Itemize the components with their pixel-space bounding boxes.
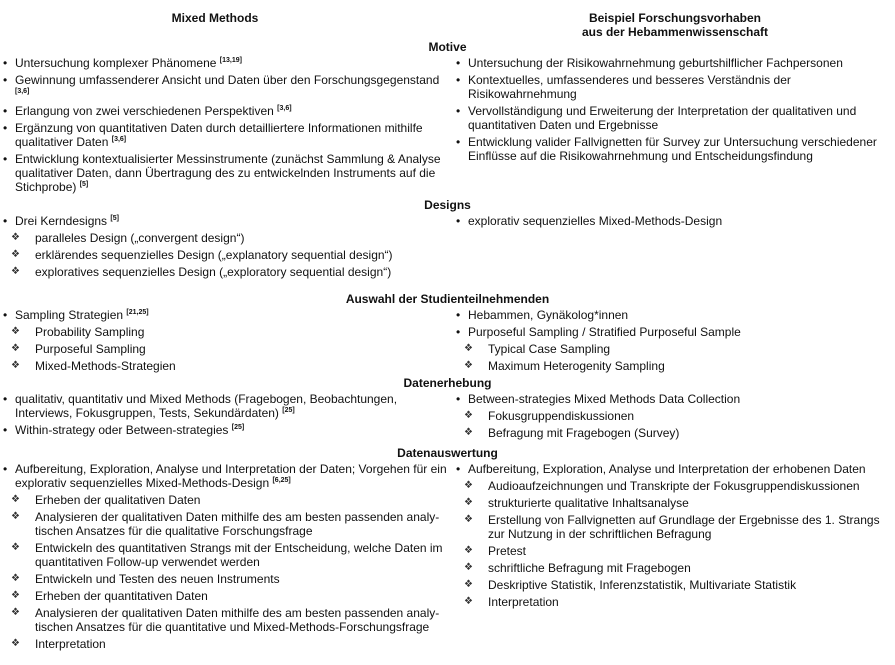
diamond-bullet-icon: ❖ [464,480,473,491]
diamond-bullet-icon: ❖ [11,249,20,260]
sub-list-item: ❖ Interpretation [11,637,106,651]
motive-left-list [2,56,447,197]
bullet-icon: • [3,214,8,228]
list-item: • explorativ sequenzielles Mixed-Methods-Design [456,214,723,228]
sub-list-item: ❖ Audioaufzeichnungen und Transkripte der Fokusgruppendiskussionen [464,479,860,493]
diamond-bullet-icon: ❖ [11,607,20,618]
sub-list-item: ❖ exploratives sequenzielles Design („exploratory sequential design“) [11,265,392,279]
diamond-bullet-icon: ❖ [11,266,20,277]
section-title-designs: Designs [424,198,471,212]
sub-list-item: ❖ Deskriptive Statistik, Inferenzstatistik, Multivariate Statistik [464,578,797,592]
list-item: • Entwicklung valider Fallvignetten für Survey zur Untersuchung verschiedener Einflüsse auf die Risikowahrnehmung und Entscheidungsfindung [456,135,877,163]
list-item: • Drei Kerndesigns [5] [3,214,119,228]
citation: [3,6] [15,88,30,95]
citation: [13,19] [219,57,242,64]
list-item: • Aufbereitung, Exploration, Analyse und Interpretation der Daten; Vorgehen für ein explorativ sequenzielles Mixed-Methods-Design [6,25] [3,462,447,490]
citation: [25] [282,407,295,414]
sub-list-item: ❖ Entwickeln und Testen des neuen Instruments [11,572,280,586]
diamond-bullet-icon: ❖ [464,514,473,525]
list-item: • Within-strategy oder Between-strategies [25] [3,423,245,437]
diamond-bullet-icon: ❖ [464,545,473,556]
citation: [5] [110,215,119,222]
diamond-bullet-icon: ❖ [11,232,20,243]
erhebung-left-list [2,392,447,440]
list-item: • Between-strategies Mixed Methods Data Collection [456,392,741,406]
citation: [3,6] [277,105,292,112]
bullet-icon: • [456,104,461,118]
bullet-icon: • [456,135,461,149]
diamond-bullet-icon: ❖ [11,511,20,522]
list-item: • Kontextuelles, umfassenderes und besseres Verständnis der Risikowahrnehmung [456,73,791,101]
list-item: • Ergänzung von quantitativen Daten durch detailliertere Informationen mithilfe qualitativer Daten [3,6] [3,121,423,149]
diamond-bullet-icon: ❖ [464,427,473,438]
bullet-icon: • [3,392,8,406]
sub-list-item: ❖ Purposeful Sampling [11,342,146,356]
list-item: • Sampling Strategien [21,25] [3,308,149,322]
citation: [3,6] [111,136,127,143]
diamond-bullet-icon: ❖ [464,596,473,607]
diamond-bullet-icon: ❖ [11,326,20,337]
bullet-icon: • [3,104,8,118]
sub-list-item: ❖ Erheben der quantitativen Daten [11,589,208,603]
citation: [21,25] [126,309,149,316]
diamond-bullet-icon: ❖ [464,562,473,573]
sub-list-item: ❖ Befragung mit Fragebogen (Survey) [464,426,680,440]
sub-list-item: ❖ Erheben der qualitativen Daten [11,493,201,507]
auswertung-left-list [2,462,447,654]
diamond-bullet-icon: ❖ [11,542,20,553]
diamond-bullet-icon: ❖ [11,494,20,505]
sub-list-item: ❖ Typical Case Sampling [464,342,611,356]
bullet-icon: • [456,462,461,476]
designs-right-list [455,214,895,231]
motive-right-list [455,56,895,166]
list-item: • Vervollständigung und Erweiterung der Interpretation der qualitativen und quantitativen Daten und Ergebnisse [456,104,857,132]
sub-list-item: ❖ Analysieren der qualitativen Daten mithilfe des am besten passenden analy-tischen Ansatzes für die qualitative Forschungsfrage [11,510,440,538]
list-item: • Entwicklung kontextualisierter Messinstrumente (zunächst Sammlung & Analyse qualitativer Daten, dann Übertragung des zu entwickelnden Instruments auf die Stichprobe) [5] [3,152,441,194]
erhebung-right-list [455,392,895,443]
sub-list-item: ❖ schriftliche Befragung mit Fragebogen [464,561,691,575]
bullet-icon: • [3,152,8,166]
sub-list-item: ❖ Entwickeln des quantitativen Strangs mit der Entscheidung, welche Daten im quantitativen Follow-up verwendet werden [11,541,443,569]
section-title-auswahl: Auswahl der Studienteilnehmenden [345,292,550,306]
bullet-icon: • [456,73,461,87]
bullet-icon: • [456,308,461,322]
auswertung-right-list [455,462,895,612]
list-item: • Aufbereitung, Exploration, Analyse und Interpretation der erhobenen Daten [456,462,866,476]
designs-left-list [2,214,447,282]
diamond-bullet-icon: ❖ [464,497,473,508]
bullet-icon: • [3,462,8,476]
bullet-icon: • [456,392,461,406]
left-column-header: Mixed Methods [171,11,259,25]
citation: [6,25] [272,477,291,484]
diamond-bullet-icon: ❖ [464,410,473,421]
sub-list-item: ❖ Maximum Heterogenity Sampling [464,359,665,373]
sub-list-item: ❖ Probability Sampling [11,325,145,339]
diamond-bullet-icon: ❖ [464,360,473,371]
sub-list-item: ❖ Mixed-Methods-Strategien [11,359,176,373]
list-item: • Erlangung von zwei verschiedenen Perspektiven [3,6] [3,104,292,118]
right-header-line2: aus der Hebammenwissenschaft [581,25,769,39]
citation: [25] [231,424,245,431]
section-title-motive: Motive [428,40,467,54]
sub-list-item: ❖ erklärendes sequenzielles Design („explanatory sequential design“) [11,248,393,262]
bullet-icon: • [3,423,8,437]
sub-list-item: ❖ Fokusgruppendiskussionen [464,409,635,423]
bullet-icon: • [456,56,461,70]
citation: [5] [79,181,89,188]
sub-list-item: ❖ Pretest [464,544,527,558]
sub-list-item: ❖ Interpretation [464,595,559,609]
list-item: • Untersuchung der Risikowahrnehmung geburtshilflicher Fachpersonen [456,56,843,70]
list-item: • Purposeful Sampling / Stratified Purposeful Sample [456,325,741,339]
right-header-line1: Beispiel Forschungsvorhaben [588,11,762,25]
auswahl-left-list [2,308,447,376]
diamond-bullet-icon: ❖ [11,360,20,371]
section-title-auswertung: Datenauswertung [397,446,498,460]
bullet-icon: • [3,73,8,87]
sub-list-item: ❖ Erstellung von Fallvignetten auf Grundlage der Ergebnisse des 1. Strangs zur Nutzung in der schriftlichen Befragung [464,513,880,541]
diamond-bullet-icon: ❖ [464,579,473,590]
auswahl-right-list [455,308,895,376]
list-item: • Hebammen, Gynäkolog*innen [456,308,629,322]
diamond-bullet-icon: ❖ [11,573,20,584]
list-item: • Untersuchung komplexer Phänomene [13,19] [3,56,242,70]
list-item: • Gewinnung umfassenderer Ansicht und Daten über den Forschungsgegenstand [3,6] [3,73,440,95]
diamond-bullet-icon: ❖ [11,590,20,601]
diamond-bullet-icon: ❖ [11,638,20,649]
sub-list-item: ❖ paralleles Design („convergent design“) [11,231,245,245]
bullet-icon: • [3,121,8,135]
bullet-icon: • [3,56,8,70]
diamond-bullet-icon: ❖ [11,343,20,354]
section-title-erhebung: Datenerhebung [403,376,492,390]
right-column-header [455,11,895,39]
bullet-icon: • [3,308,8,322]
diamond-bullet-icon: ❖ [464,343,473,354]
bullet-icon: • [456,214,461,228]
bullet-icon: • [456,325,461,339]
list-item: • qualitativ, quantitativ und Mixed Methods (Fragebogen, Beobachtungen, Interviews, Fokusgruppen, Tests, Sekundärdaten) [25] [3,392,398,420]
sub-list-item: ❖ Analysieren der qualitativen Daten mithilfe des am besten passenden analy-tischen Ansatzes für die quantitative und Mixed-Methods-Forschungsfrage [11,606,440,634]
sub-list-item: ❖ strukturierte qualitative Inhaltsanalyse [464,496,689,510]
